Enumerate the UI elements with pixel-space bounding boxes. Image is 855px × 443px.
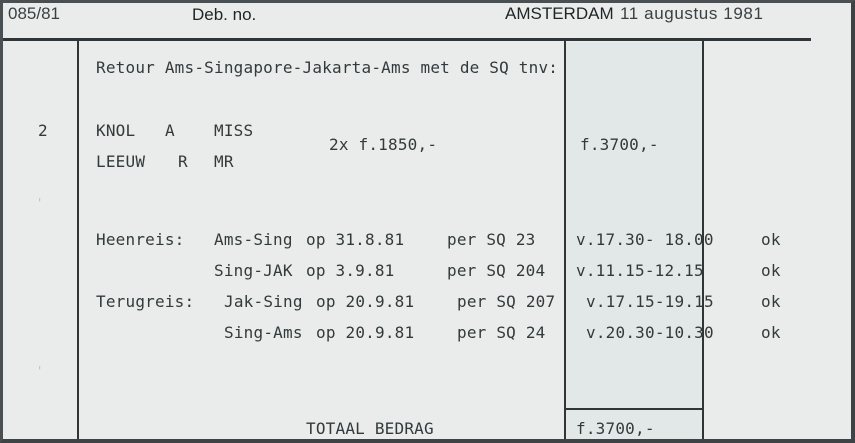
city-label: AMSTERDAM [505,4,614,23]
item-amount: f.3700,- [580,135,659,154]
passenger-surname: LEEUW [96,152,146,171]
flight-time: v.17.15-19.15 [586,292,714,311]
margin-mark: ' [38,196,42,210]
flight-status: ok [761,292,781,311]
flight-number: per SQ 23 [447,230,536,249]
passenger-surname: KNOL [96,121,136,140]
total-rule [564,408,704,410]
document-date: 11 augustus 1981 [620,4,764,23]
flight-number: per SQ 207 [457,292,556,311]
flight-time: v.11.15-12.15 [576,261,704,280]
passenger-title: MR [214,152,234,171]
flight-status: ok [761,261,781,280]
flight-number: per SQ 204 [447,261,546,280]
flight-time: v.17.30- 18.00 [576,230,714,249]
flight-route: Ams-Sing [214,230,293,249]
passenger-title: MISS [214,121,254,140]
flight-status: ok [761,230,781,249]
left-margin-rule [77,40,79,443]
flight-leg-label: Terugreis: [96,292,195,311]
flight-route: Sing-JAK [214,261,293,280]
flight-route: Jak-Sing [224,292,303,311]
passenger-initial: A [165,121,175,140]
margin-mark: ' [38,364,42,378]
item-number: 2 [38,121,48,140]
flight-time: v.20.30-10.30 [586,323,714,342]
flight-date: op 31.8.81 [306,230,405,249]
reference-number: 085/81 [8,4,60,23]
deb-no-label: Deb. no. [192,5,257,24]
fare-calculation: 2x f.1850,- [329,135,438,154]
total-amount: f.3700,- [576,419,655,438]
passenger-initial: R [178,152,188,171]
flight-date: op 3.9.81 [306,261,395,280]
flight-date: op 20.9.81 [316,323,415,342]
header-rule [3,38,811,41]
route-description: Retour Ams-Singapore-Jakarta-Ams met de SQ tnv: [96,58,559,77]
flight-route: Sing-Ams [224,323,303,342]
flight-date: op 20.9.81 [316,292,415,311]
flight-status: ok [761,323,781,342]
flight-leg-label: Heenreis: [96,230,185,249]
flight-number: per SQ 24 [457,323,546,342]
total-label: TOTAAL BEDRAG [306,419,434,438]
amount-column-left-rule [564,40,566,443]
